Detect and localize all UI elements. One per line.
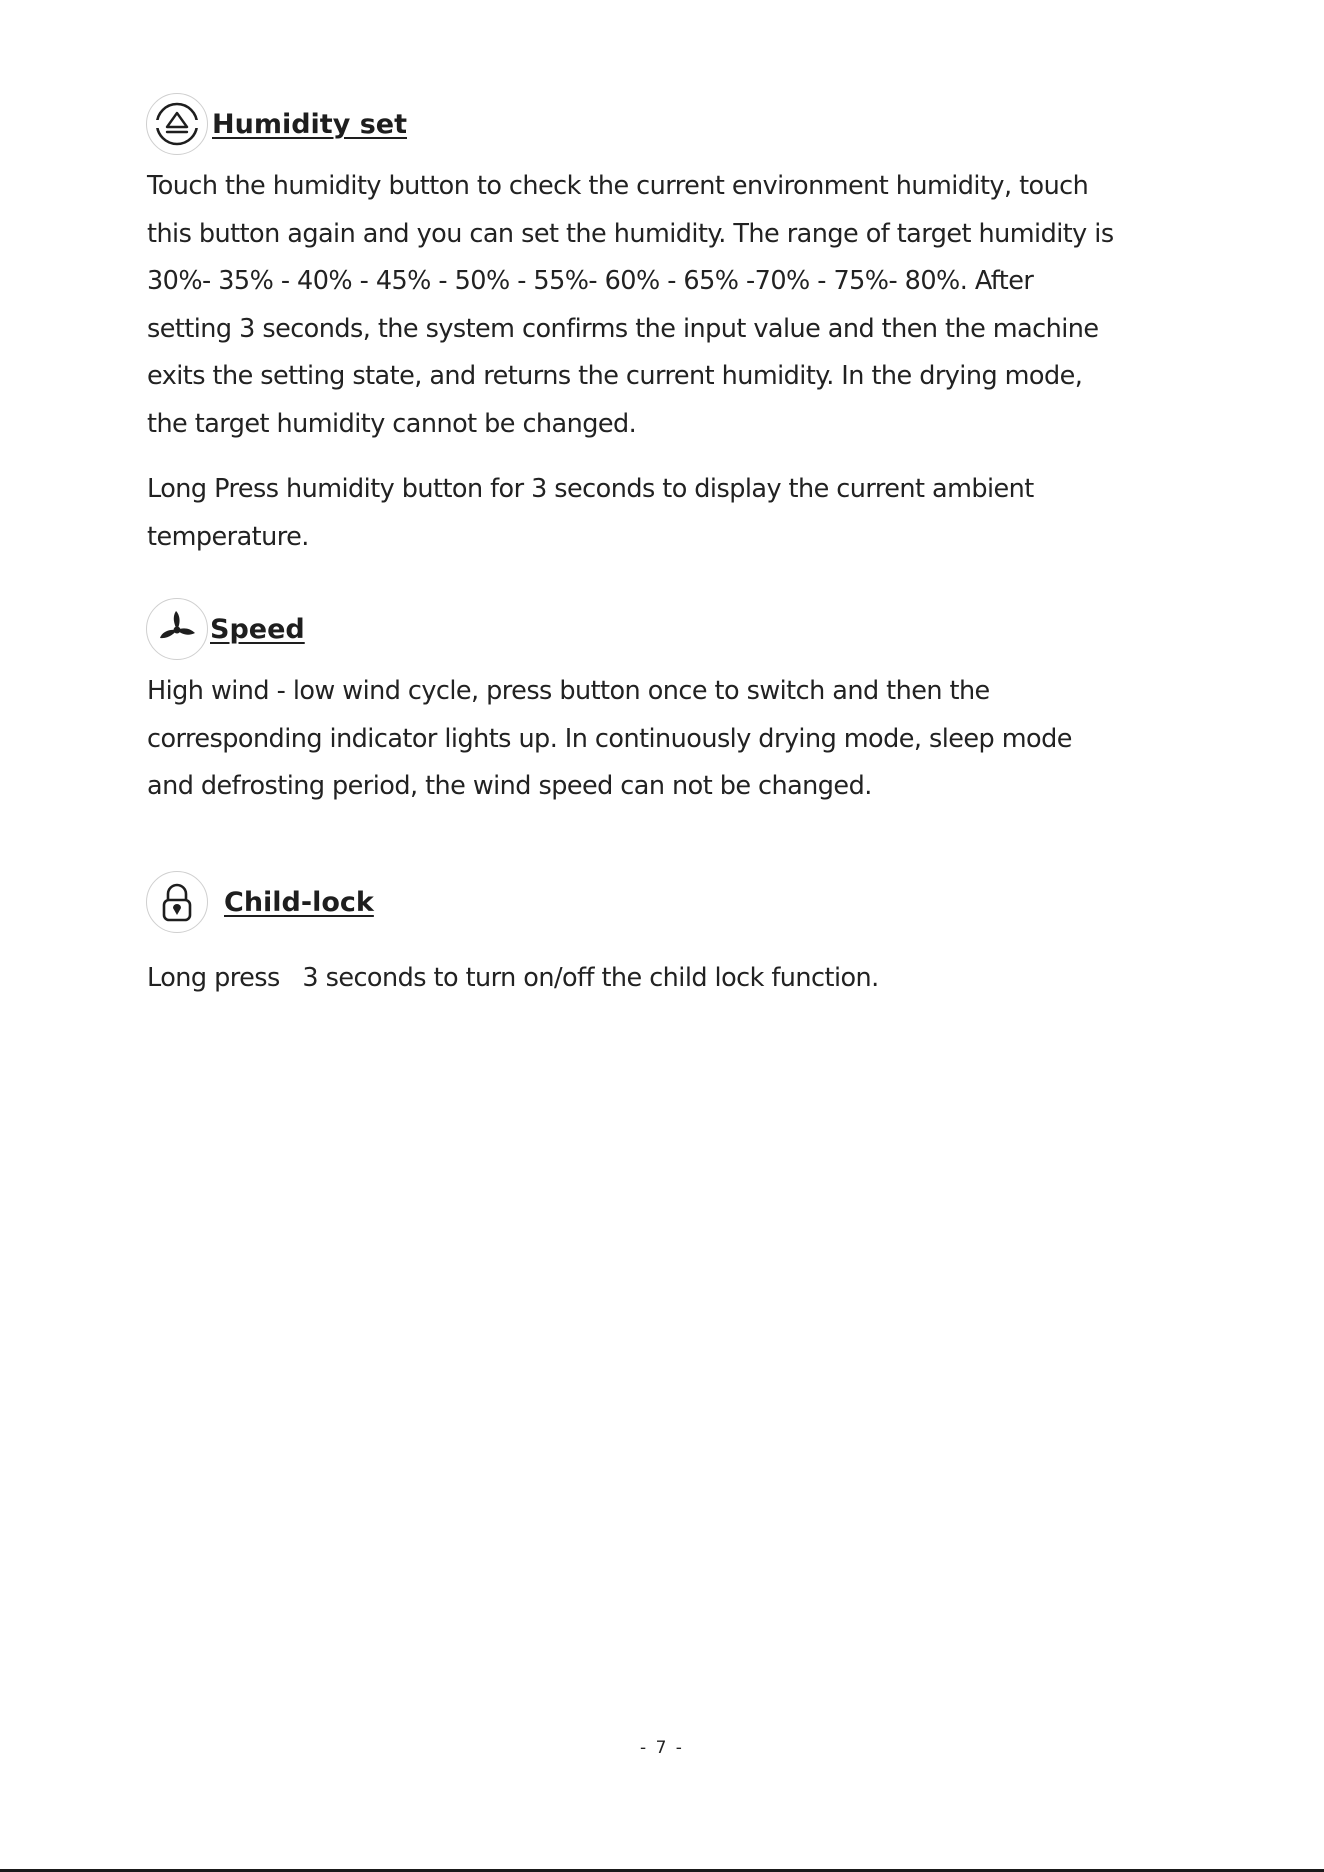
- humidity-icon: [146, 93, 208, 155]
- text-line: Long Press humidity button for 3 seconds to display the current ambient: [147, 474, 1034, 504]
- fan-icon: [146, 598, 208, 660]
- lock-icon: [146, 871, 208, 933]
- humidity-section-header: [146, 90, 407, 158]
- speed-section-header: [146, 595, 305, 663]
- childlock-section-title: Child-lock: [224, 886, 374, 918]
- text-line: setting 3 seconds, the system confirms the input value and then the machine: [147, 313, 1099, 344]
- humidity-section-title: Humidity set: [212, 108, 407, 140]
- text-line: temperature.: [147, 521, 309, 552]
- text-line: the target humidity cannot be changed.: [147, 408, 637, 439]
- text-line: corresponding indicator lights up. In continuously drying mode, sleep mode: [147, 723, 1072, 754]
- temperature-note: [147, 466, 1147, 561]
- speed-section-title: Speed: [210, 613, 305, 645]
- text-line: Touch the humidity button to check the current environment humidity, touch: [147, 171, 1089, 201]
- text-line: this button again and you can set the humidity. The range of target humidity is: [147, 218, 1114, 249]
- childlock-description: [147, 955, 1147, 1003]
- page-number: - 7 -: [640, 1738, 684, 1758]
- text-line: and defrosting period, the wind speed can not be changed.: [147, 771, 872, 801]
- text-line: High wind - low wind cycle, press button once to switch and then the: [147, 676, 990, 706]
- speed-description: [147, 668, 1147, 811]
- text-line: exits the setting state, and returns the current humidity. In the drying mode,: [147, 361, 1083, 391]
- text-line: Long press 3 seconds to turn on/off the child lock function.: [147, 963, 879, 993]
- text-line: 30%- 35% - 40% - 45% - 50% - 55%- 60% - 65% -70% - 75%- 80%. After: [147, 266, 1034, 296]
- childlock-section-header: [146, 868, 374, 936]
- humidity-description: [147, 163, 1147, 448]
